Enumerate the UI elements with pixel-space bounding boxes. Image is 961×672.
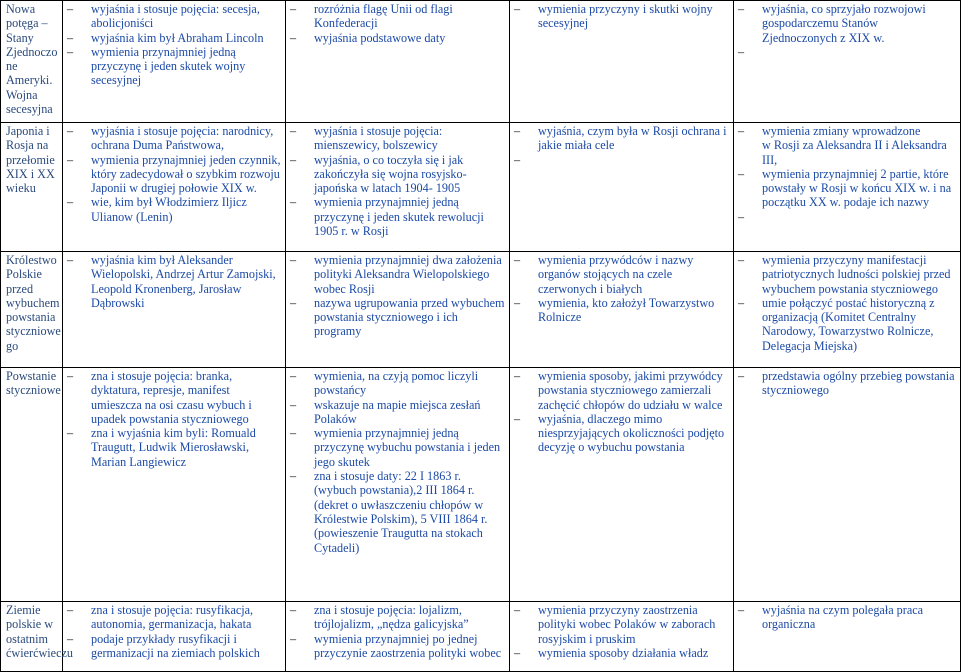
- dash-bullet: –: [514, 2, 521, 16]
- list-item: [290, 398, 505, 427]
- item-text: wymienia przyczyny manifestacji patriotycznych ludności polskiej przed wybuchem powstania styczniowego: [762, 253, 951, 296]
- dash-bullet: –: [738, 295, 745, 310]
- list-item: [67, 603, 281, 632]
- item-text: wymienia sposoby działania władz: [538, 645, 709, 660]
- item-text: zna i stosuje pojęcia: rusyfikacja, autonomia, germanizacja, hakata: [91, 603, 254, 632]
- item-text: wymienia przynajmniej 2 partie, które powstały w Rosji w końcu XIX w. i na początku XX w. podaje ich nazwy: [762, 166, 952, 210]
- item-text: zna i wyjaśnia kim byli: Romuald Traugutt, Ludwik Mierosławski, Marian Langiewicz: [91, 426, 256, 469]
- item-text: wyjaśnia kim był Abraham Lincoln: [91, 30, 264, 45]
- item-text: wyjaśnia na czym polegała praca organiczna: [762, 603, 924, 632]
- dash-bullet: –: [67, 124, 74, 138]
- list-item: [67, 153, 281, 196]
- list-item: [290, 296, 505, 339]
- requirements-cell: [286, 368, 510, 602]
- item-text: wskazuje na mapie miejsca zesłań Polaków: [314, 397, 481, 426]
- topic-cell: Powstanie styczniowe: [1, 368, 63, 602]
- list-item: [290, 426, 505, 469]
- dash-bullet: –: [67, 44, 74, 59]
- item-text: wymienia zmiany wprowadzone w Rosji za Aleksandra II i Aleksandra III,: [762, 124, 947, 167]
- list-item: [290, 469, 505, 555]
- requirements-cell: [510, 123, 734, 252]
- list-item: [738, 167, 956, 210]
- dash-bullet: –: [67, 2, 74, 16]
- dash-bullet: –: [290, 152, 297, 167]
- list-item: [738, 2, 956, 45]
- item-text: wymienia przynajmniej jeden czynnik, który zadecydował o szybkim rozwoju Japonii w drugiej połowie XIX w.: [91, 152, 281, 196]
- item-text: wyjaśnia i stosuje pojęcia: narodnicy, ochrana Duma Państwowa,: [91, 124, 274, 153]
- dash-bullet: –: [514, 152, 521, 167]
- dash-bullet: –: [67, 369, 74, 383]
- item-text: podaje przykłady rusyfikacji i germanizacji na ziemiach polskich: [91, 631, 260, 660]
- topic-cell: Nowa potęga – Stany Zjednoczo ne Ameryki. Wojna secesyjna: [1, 1, 63, 123]
- dash-bullet: –: [738, 166, 745, 181]
- item-text: wyjaśnia, czym była w Rosji ochrana i jakie miała cele: [538, 124, 727, 153]
- dash-bullet: –: [290, 397, 297, 412]
- list-item: [738, 253, 956, 296]
- dash-bullet: –: [738, 369, 745, 383]
- list-item: [67, 195, 281, 224]
- list-item: [514, 603, 729, 646]
- list-item: [514, 646, 729, 660]
- item-text: wyjaśnia i stosuje pojęcia: secesja, abolicjoniści: [91, 2, 260, 31]
- list-item: [514, 2, 729, 31]
- item-text: nazywa ugrupowania przed wybuchem powstania styczniowego i ich programy: [314, 295, 505, 339]
- list-item: [514, 253, 729, 296]
- requirements-cell: [286, 123, 510, 252]
- item-text: rozróżnia flagę Unii od flagi Konfederacji: [314, 2, 453, 31]
- list-item: [738, 296, 956, 353]
- topic-cell: Królestwo Polskie przed wybuchem powstania styczniowe go: [1, 252, 63, 368]
- dash-bullet: –: [67, 631, 74, 646]
- table-row: [1, 123, 961, 252]
- item-text: wymienia przynajmniej dwa założenia polityki Aleksandra Wielopolskiego wobec Rosji: [314, 253, 502, 296]
- dash-bullet: –: [67, 152, 74, 167]
- dash-bullet: –: [290, 195, 297, 210]
- list-item: [67, 31, 281, 45]
- dash-bullet: –: [67, 426, 74, 441]
- table-row: [1, 368, 961, 602]
- requirements-cell: [734, 123, 961, 252]
- dash-bullet: –: [67, 603, 74, 617]
- dash-bullet: –: [290, 2, 297, 16]
- requirements-cell: [63, 1, 286, 123]
- dash-bullet: –: [738, 209, 745, 224]
- list-item: [67, 45, 281, 88]
- item-text: wymienia przynajmniej jedną przyczynę i jeden skutek wojny secesyjnej: [91, 44, 246, 88]
- table-row: [1, 602, 961, 672]
- item-text: wyjaśnia, o co toczyła się i jak zakończyła się wojna rosyjsko- japońska w latach 1904- 1905: [314, 152, 467, 196]
- item-text: wie, kim był Włodzimierz Iljicz Ulianow (Lenin): [91, 195, 247, 224]
- requirements-cell: [510, 368, 734, 602]
- dash-bullet: –: [514, 124, 521, 138]
- dash-bullet: –: [67, 253, 74, 267]
- list-item: [290, 369, 505, 398]
- list-item: [514, 412, 729, 455]
- dash-bullet: –: [290, 253, 297, 267]
- requirements-cell: [63, 602, 286, 672]
- requirements-cell: [510, 602, 734, 672]
- item-text: wymienia przyczyny i skutki wojny secesyjnej: [538, 2, 713, 31]
- list-item: [514, 124, 729, 153]
- item-text: wymienia sposoby, jakimi przywódcy powstania styczniowego zamierzali zachęcić chłopów do udziału w walce: [538, 369, 723, 412]
- item-text: wymienia przynajmniej jedną przyczynę wybuchu powstania i jeden jego skutek: [314, 426, 501, 469]
- requirements-cell: [286, 1, 510, 123]
- item-text: wymienia przyczyny zaostrzenia polityki wobec Polaków w zaborach rosyjskim i pruskim: [538, 603, 716, 646]
- list-item: [290, 31, 505, 45]
- dash-bullet: –: [738, 124, 745, 138]
- item-text: wymienia przynajmniej jedną przyczynę i jeden skutek rewolucji 1905 r. w Rosji: [314, 195, 484, 239]
- item-text: wyjaśnia kim był Aleksander Wielopolski, Andrzej Artur Zamojski, Leopold Kronenberg, Jarosław Dąbrowski: [91, 253, 276, 310]
- dash-bullet: –: [290, 631, 297, 646]
- dash-bullet: –: [514, 411, 521, 426]
- item-text: wyjaśnia podstawowe daty: [314, 30, 446, 45]
- list-item: [738, 369, 956, 398]
- requirements-cell: [510, 252, 734, 368]
- dash-bullet: –: [514, 295, 521, 310]
- list-item: [67, 369, 281, 426]
- table-row: [1, 1, 961, 123]
- item-text: wyjaśnia i stosuje pojęcia: mienszewicy, bolszewicy: [314, 124, 443, 153]
- dash-bullet: –: [290, 603, 297, 617]
- list-item: [290, 195, 505, 238]
- dash-bullet: –: [290, 469, 297, 484]
- dash-bullet: –: [290, 295, 297, 310]
- dash-bullet: –: [67, 195, 74, 210]
- item-text: wymienia przywódców i nazwy organów stojących na czele czerwonych i białych: [538, 253, 694, 296]
- item-text: umie połączyć postać historyczną z organizacją (Komitet Centralny Narodowy, Towarzystwo Rolnicze, Delegacja Miejska): [762, 295, 935, 353]
- item-text: przedstawia ogólny przebieg powstania styczniowego: [762, 369, 955, 398]
- requirements-cell: [734, 368, 961, 602]
- requirements-cell: [510, 1, 734, 123]
- list-item: [290, 253, 505, 296]
- list-item: [738, 603, 956, 632]
- item-text: zna i stosuje pojęcia: lojalizm, trójlojalizm, „nędza galicyjska”: [314, 603, 469, 632]
- table-body: [1, 1, 961, 672]
- item-text: zna i stosuje pojęcia: branka, dyktatura, represje, manifest umieszcza na osi czasu wybuch i upadek powstania styczniowego: [91, 369, 252, 426]
- item-text: zna i stosuje daty: 22 I 1863 r. (wybuch powstania),2 III 1864 r. (dekret o uwłaszczeniu chłopów w Królestwie Polskim), 5 VIII 1864 r. (powieszenie Traugutta na stokach Cytadeli): [314, 469, 488, 555]
- dash-bullet: –: [67, 30, 74, 45]
- dash-bullet: –: [738, 253, 745, 267]
- requirements-cell: [734, 1, 961, 123]
- list-item: [290, 632, 505, 661]
- requirements-cell: [734, 602, 961, 672]
- list-item: [290, 2, 505, 31]
- item-text: wymienia przynajmniej po jednej przyczynie zaostrzenia polityki wobec: [314, 631, 502, 660]
- item-text: wyjaśnia, co sprzyjało rozwojowi gospodarczemu Stanów Zjednoczonych z XIX w.: [762, 2, 926, 45]
- list-item: [514, 296, 729, 325]
- dash-bullet: –: [514, 253, 521, 267]
- list-item: [290, 603, 505, 632]
- list-item: [290, 124, 505, 153]
- dash-bullet: –: [290, 369, 297, 383]
- requirements-cell: [286, 252, 510, 368]
- item-text: wymienia, na czyją pomoc liczyli powstańcy: [314, 369, 479, 398]
- list-item: [514, 369, 729, 412]
- requirements-cell: [63, 252, 286, 368]
- list-item: [67, 253, 281, 310]
- table-row: [1, 252, 961, 368]
- list-item: [738, 124, 956, 167]
- list-item: [67, 632, 281, 661]
- dash-bullet: –: [738, 2, 745, 16]
- list-item: [67, 124, 281, 153]
- dash-bullet: –: [738, 603, 745, 617]
- requirements-cell: [63, 123, 286, 252]
- requirements-cell: [734, 252, 961, 368]
- list-item: [67, 2, 281, 31]
- dash-bullet: –: [290, 124, 297, 138]
- list-item: [290, 153, 505, 196]
- dash-bullet: –: [514, 645, 521, 660]
- dash-bullet: –: [514, 603, 521, 617]
- topic-cell: Ziemie polskie w ostatnim ćwierćwieczu: [1, 602, 63, 672]
- item-text: wymienia, kto założył Towarzystwo Rolnicze: [538, 295, 715, 325]
- requirements-cell: [286, 602, 510, 672]
- dash-bullet: –: [514, 369, 521, 383]
- dash-bullet: –: [738, 44, 745, 59]
- topic-cell: Japonia i Rosja na przełomie XIX i XX wieku: [1, 123, 63, 252]
- item-text: wyjaśnia, dlaczego mimo niesprzyjających okoliczności podjęto decyzję o wybuchu powstania: [538, 411, 725, 455]
- list-item: [67, 426, 281, 469]
- dash-bullet: –: [290, 30, 297, 45]
- dash-bullet: –: [290, 426, 297, 441]
- requirements-cell: [63, 368, 286, 602]
